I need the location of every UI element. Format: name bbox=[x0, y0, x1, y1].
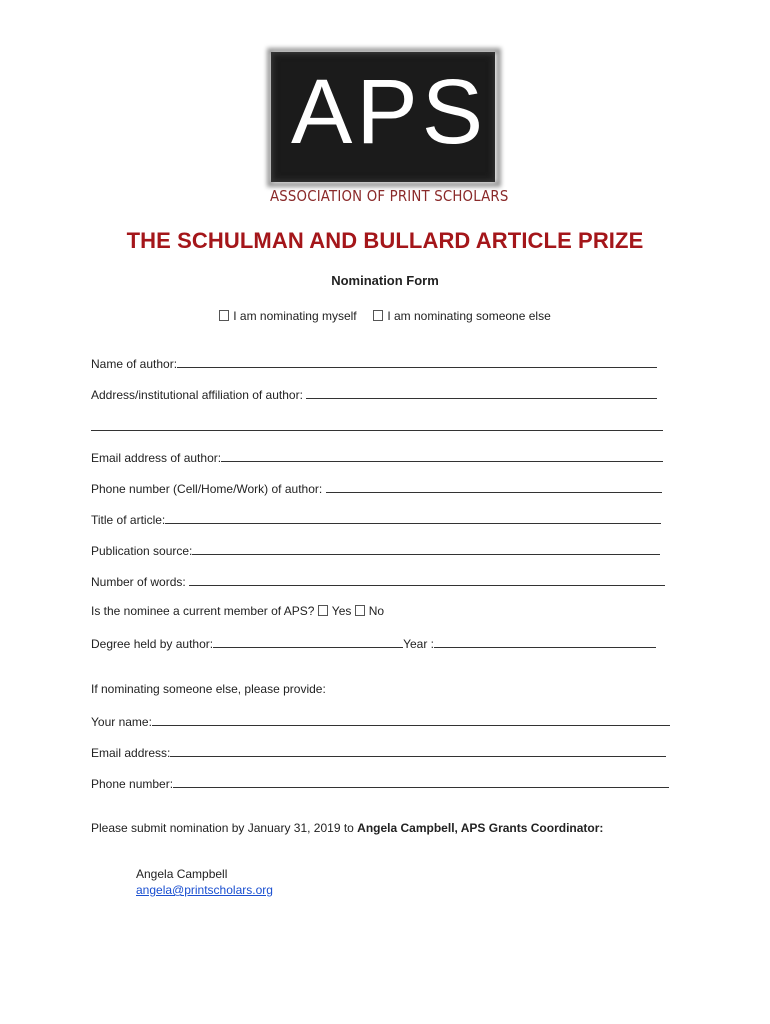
article-title-row bbox=[91, 511, 661, 527]
checkbox-icon[interactable] bbox=[355, 605, 365, 616]
word-count-field[interactable] bbox=[189, 573, 665, 586]
article-title-label: Title of article: bbox=[91, 513, 166, 527]
nominator-phone-row bbox=[91, 775, 669, 791]
author-phone-field[interactable] bbox=[326, 480, 662, 493]
year-label: Year : bbox=[403, 637, 435, 651]
article-title-field[interactable] bbox=[165, 511, 661, 524]
author-email-label: Email address of author: bbox=[91, 451, 222, 465]
submission-text: Please submit nomination by January 31, 2019 to bbox=[91, 821, 358, 835]
checkbox-icon[interactable] bbox=[373, 310, 383, 321]
publication-source-row bbox=[91, 542, 660, 558]
author-name-field[interactable] bbox=[177, 355, 657, 368]
nominator-email-field[interactable] bbox=[170, 744, 666, 757]
your-name-row bbox=[91, 713, 670, 729]
author-name-label: Name of author: bbox=[91, 357, 178, 371]
affiliation-field-line-2[interactable] bbox=[91, 418, 663, 431]
publication-source-label: Publication source: bbox=[91, 544, 193, 558]
page-title: THE SCHULMAN AND BULLARD ARTICLE PRIZE bbox=[126, 228, 644, 253]
nomination-type-group bbox=[0, 309, 770, 323]
checkbox-icon[interactable] bbox=[318, 605, 328, 616]
nominating-someone-else-label: I am nominating someone else bbox=[387, 309, 551, 323]
contact-name: Angela Campbell bbox=[136, 867, 228, 881]
nominator-email-row bbox=[91, 744, 666, 760]
membership-no-label: No bbox=[368, 604, 385, 618]
nominating-someone-else-option[interactable] bbox=[373, 309, 550, 323]
degree-year-row bbox=[91, 635, 656, 651]
nominator-phone-label: Phone number: bbox=[91, 777, 174, 791]
nominating-myself-label: I am nominating myself bbox=[233, 309, 357, 323]
membership-question: Is the nominee a current member of APS? bbox=[91, 604, 315, 618]
word-count-label: Number of words: bbox=[91, 575, 190, 589]
nominator-phone-field[interactable] bbox=[173, 775, 669, 788]
author-email-field[interactable] bbox=[221, 449, 663, 462]
submission-instructions bbox=[91, 821, 603, 835]
degree-label: Degree held by author: bbox=[91, 637, 214, 651]
publication-source-field[interactable] bbox=[192, 542, 660, 555]
affiliation-label: Address/institutional affiliation of author: bbox=[91, 388, 307, 402]
author-email-row bbox=[91, 449, 663, 465]
affiliation-row-2 bbox=[91, 418, 663, 431]
year-field[interactable] bbox=[434, 635, 656, 648]
your-name-field[interactable] bbox=[152, 713, 670, 726]
checkbox-icon[interactable] bbox=[219, 310, 229, 321]
degree-field[interactable] bbox=[213, 635, 403, 648]
affiliation-row bbox=[91, 386, 657, 402]
author-phone-label: Phone number (Cell/Home/Work) of author: bbox=[91, 482, 326, 496]
membership-yes-label: Yes bbox=[331, 604, 352, 618]
submission-recipient: Angela Campbell, APS Grants Coordinator: bbox=[357, 821, 604, 835]
logo-block bbox=[271, 52, 495, 182]
author-name-row bbox=[91, 355, 657, 371]
nominating-myself-option[interactable] bbox=[219, 309, 356, 323]
membership-row bbox=[91, 604, 384, 618]
nominator-heading: If nominating someone else, please provide: bbox=[91, 682, 326, 696]
contact-email-link[interactable]: angela@printscholars.org bbox=[136, 883, 273, 897]
contact-email-row bbox=[136, 883, 273, 897]
nominator-email-label: Email address: bbox=[91, 746, 171, 760]
membership-no-option[interactable] bbox=[355, 604, 384, 618]
membership-yes-option[interactable] bbox=[318, 604, 352, 618]
author-phone-row bbox=[91, 480, 662, 496]
form-subtitle: Nomination Form bbox=[331, 273, 439, 288]
aps-logo bbox=[268, 50, 509, 210]
affiliation-field[interactable] bbox=[306, 386, 657, 399]
logo-subtitle: ASSOCIATION OF PRINT SCHOLARS bbox=[270, 187, 509, 205]
your-name-label: Your name: bbox=[91, 715, 152, 729]
word-count-row bbox=[91, 573, 665, 589]
logo-wordmark: APS bbox=[291, 61, 488, 163]
